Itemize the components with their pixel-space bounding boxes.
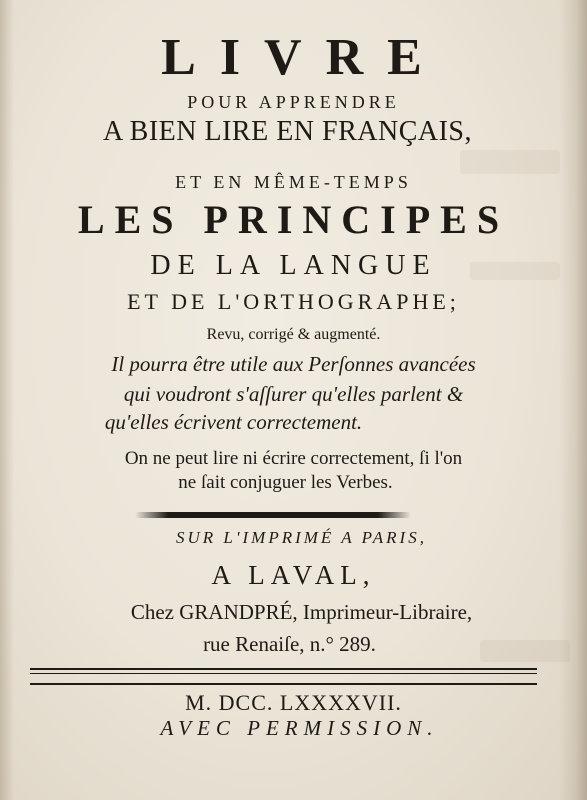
description-line: Il pourra être utile aux Perſonnes avancées (111, 352, 476, 376)
subtitle-line-1: POUR APPRENDRE (187, 92, 400, 112)
double-rule (30, 673, 537, 674)
show-through-mark (460, 150, 560, 174)
revision-note: Revu, corrigé & augmenté. (206, 326, 381, 343)
subtitle-line-2: A BIEN LIRE EN FRANÇAIS, (102, 116, 472, 147)
subtitle-line-4: LES PRINCIPES (77, 197, 510, 242)
description-line: qui voudront s'aſſurer qu'elles parlent & (123, 382, 464, 406)
imprint-source: SUR L'IMPRIMÉ A PARIS, (176, 528, 427, 547)
motto-line: On ne peut lire ni écrire correctement, ſi l'on (124, 448, 463, 469)
ornamental-rule (135, 512, 411, 518)
imprint-printer: Chez GRANDPRÉ, Imprimeur-Libraire, (130, 600, 473, 624)
imprint-address: rue Renaiſe, n.° 289. (203, 632, 376, 656)
double-rule (30, 683, 537, 685)
subtitle-line-3: ET EN MÊME-TEMPS (175, 172, 412, 192)
publication-year: M. DCC. LXXXXVII. (185, 690, 402, 715)
double-rule (30, 668, 537, 670)
description-line: qu'elles écrivent correctement. (104, 410, 363, 434)
motto-line: ne ſait conjuguer les Verbes. (178, 472, 393, 493)
subtitle-line-5: DE LA LANGUE (150, 250, 437, 281)
book-title: LIVRE (161, 29, 446, 86)
subtitle-line-6: ET DE L'ORTHOGRAPHE; (127, 289, 460, 314)
permission-note: AVEC PERMISSION. (160, 716, 439, 740)
imprint-city: A LAVAL, (211, 560, 376, 590)
